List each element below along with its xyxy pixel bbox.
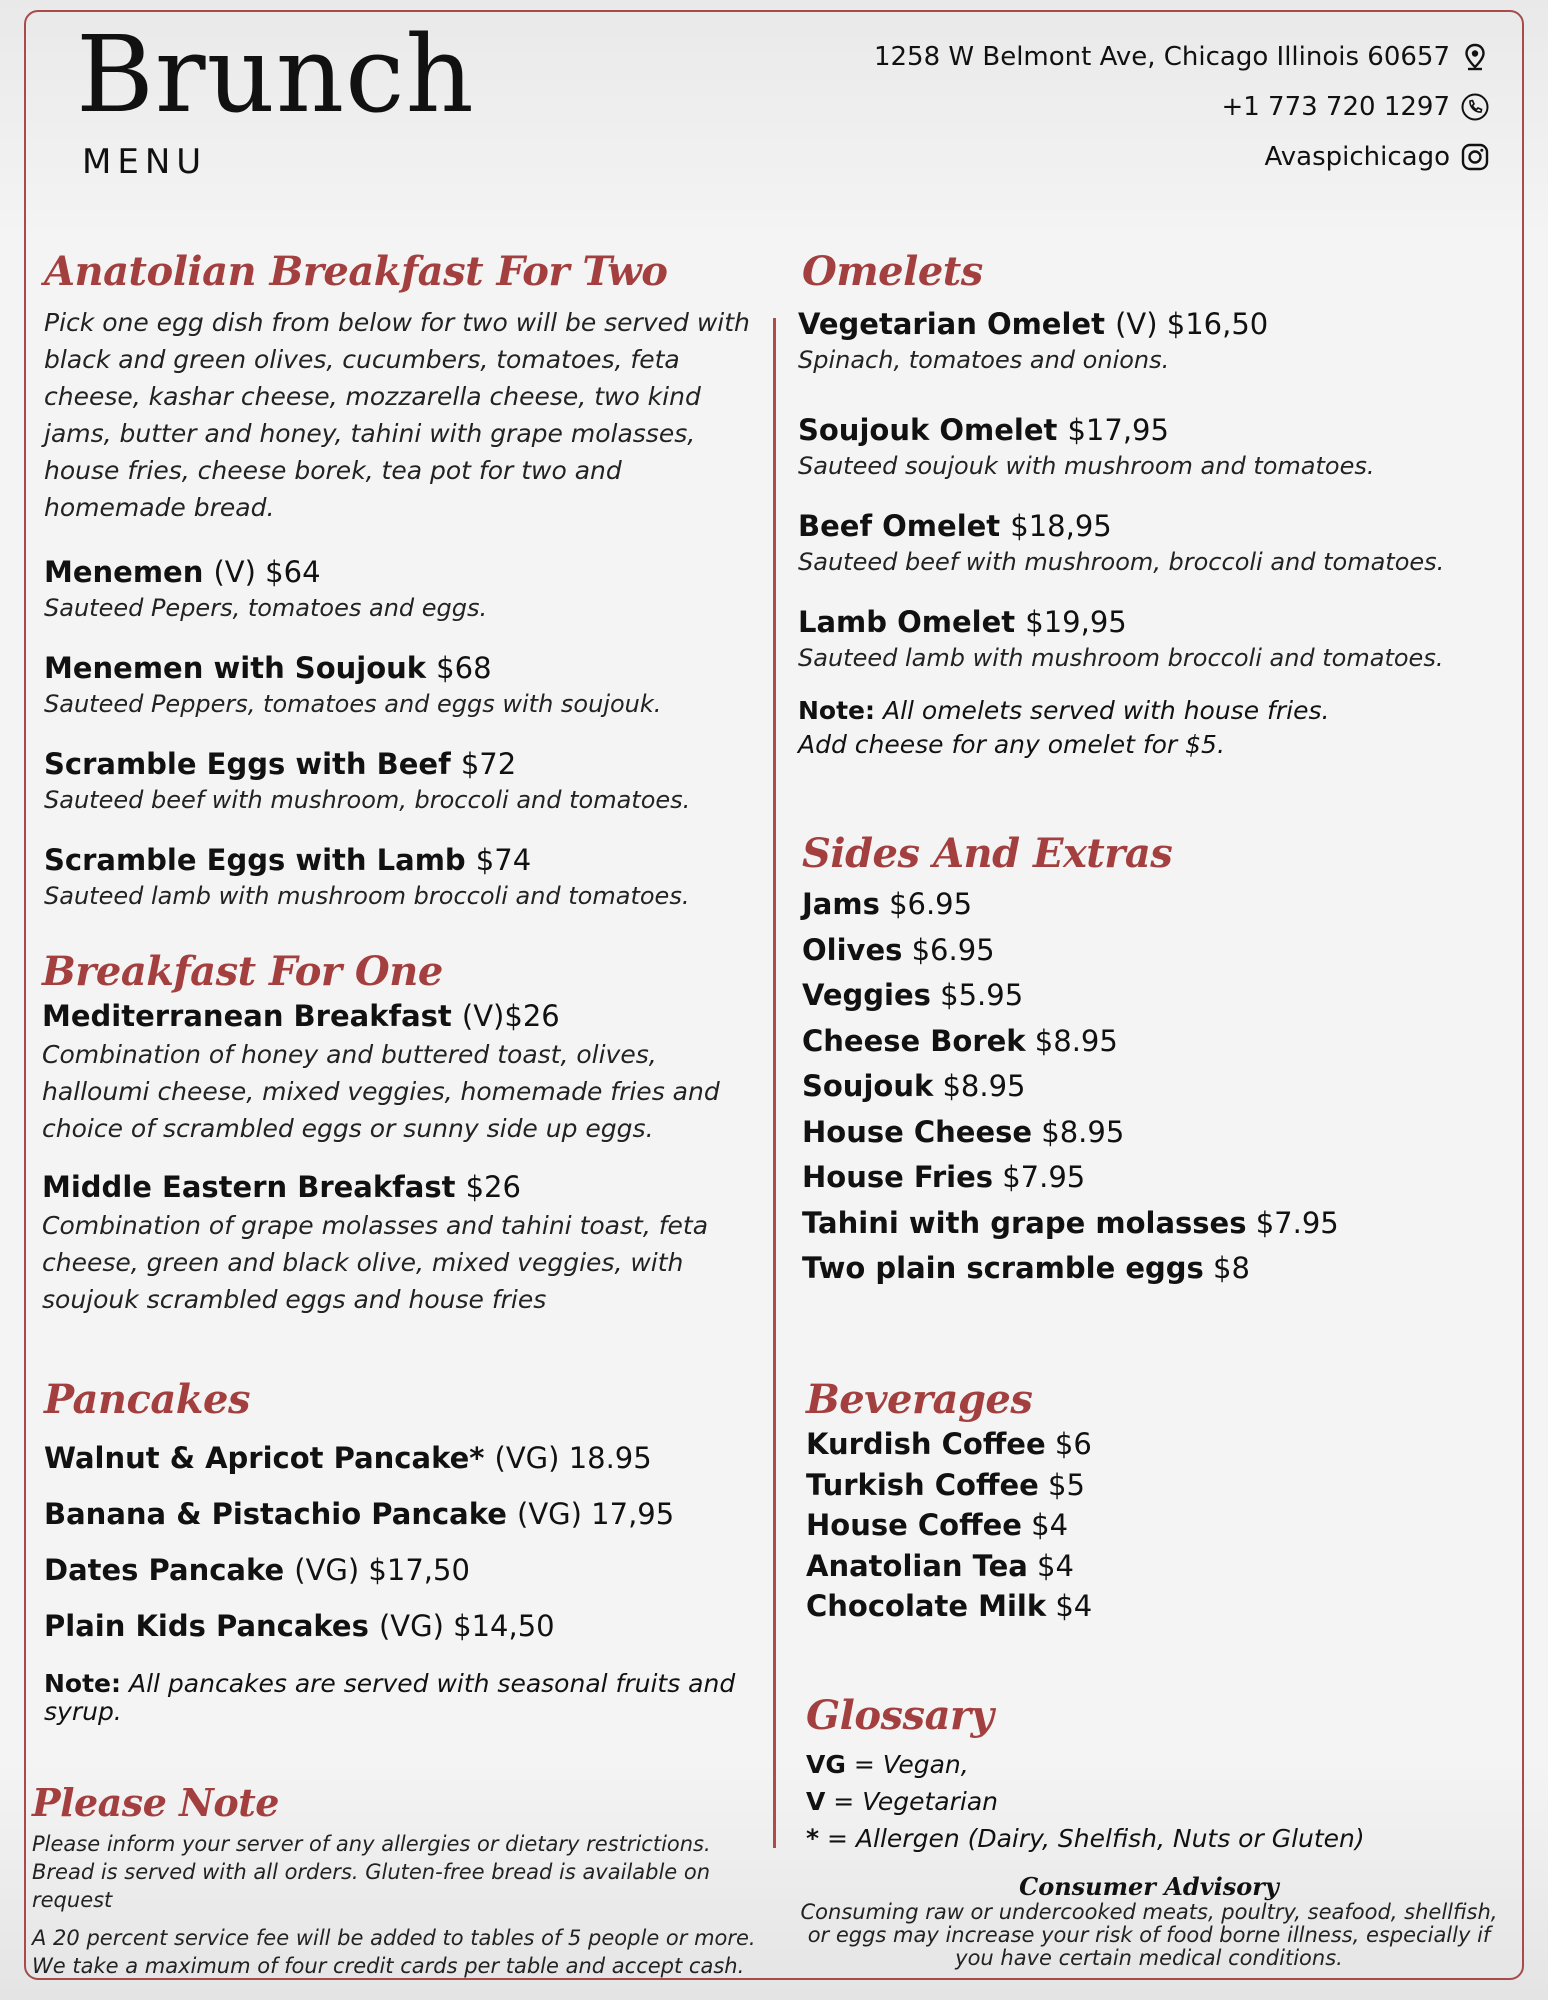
item-name: Soujouk [802, 1069, 934, 1103]
side-item [802, 1201, 1502, 1247]
phone-icon [1460, 92, 1490, 122]
omelets-section [798, 250, 1498, 762]
item-price: (VG) $14,50 [378, 1609, 555, 1643]
item-description: Sauteed beef with mushroom, broccoli and tomatoes. [44, 786, 691, 814]
location-pin-icon [1460, 42, 1490, 72]
item-price: $4 [1031, 1508, 1069, 1542]
menu-item [44, 648, 764, 720]
logo-title: Brunch [76, 13, 475, 136]
item-price: (V) $16,50 [1115, 307, 1269, 341]
beverage-item [806, 1465, 1506, 1506]
item-description: Combination of grape molasses and tahini toast, feta cheese, green and black olive, mixed veggies, with soujouk scrambled eggs and house fries [42, 1211, 709, 1314]
section-title: Omelets [802, 248, 983, 295]
item-name: Menemen with Soujouk [44, 651, 427, 685]
item-name: Cheese Borek [802, 1023, 1026, 1058]
item-name: Jams [802, 887, 880, 921]
item-description: Sauteed Pepers, tomatoes and eggs. [44, 594, 488, 622]
note-label: Note: [44, 1669, 122, 1698]
item-price: $6 [1054, 1427, 1092, 1461]
item-description: Combination of honey and buttered toast, olives, halloumi cheese, mixed veggies, homemade fries and choice of scrambled eggs or sunny side up eggs. [42, 1040, 720, 1143]
side-item [802, 1064, 1502, 1110]
item-description: Sauteed lamb with mushroom broccoli and tomatoes. [44, 882, 690, 910]
section-description: Pick one egg dish from below for two will be served with black and green olives, cucumbers, tomatoes, feta cheese, kashar cheese, mozzarella cheese, two kind jams, butter and honey, tahini with grape molasses, house fries, cheese borek, tea pot for two and homemade bread. [44, 308, 750, 522]
beverage-item [806, 1546, 1506, 1587]
item-name: Walnut & Apricot Pancake* [44, 1441, 485, 1475]
item-price: $17,95 [1067, 413, 1169, 447]
item-price: (V) $64 [213, 555, 321, 589]
item-name: Chocolate Milk [806, 1589, 1047, 1623]
menu-item [42, 996, 764, 1147]
logo-subtitle: MENU [82, 142, 208, 182]
section-title: Sides And Extras [802, 830, 1173, 877]
note-text: All omelets served with house fries. [882, 696, 1330, 725]
section-title: Anatolian Breakfast For Two [44, 248, 668, 295]
contact-block [874, 32, 1490, 182]
item-name: Plain Kids Pancakes [44, 1609, 369, 1643]
section-title: Please Note [32, 1780, 279, 1825]
consumer-advisory [796, 1872, 1502, 1970]
item-price: $26 [465, 1170, 521, 1204]
side-item [802, 1155, 1502, 1201]
item-name: Lamb Omelet [798, 605, 1016, 639]
note-line: A 20 percent service fee will be added to tables of 5 people or more. [32, 1925, 756, 1950]
item-price: $8.95 [1034, 1023, 1118, 1058]
note-label: Note: [798, 696, 876, 725]
menu-item [42, 1167, 764, 1318]
omelet-note [798, 694, 1498, 762]
item-price: $4 [1037, 1548, 1074, 1583]
item-price: $18,95 [1010, 509, 1112, 543]
item-description: Sauteed soujouk with mushroom and tomatoes. [798, 452, 1375, 480]
item-price: $8.95 [942, 1069, 1026, 1103]
glossary-section [806, 1694, 1506, 1857]
menu-item [44, 552, 764, 624]
instagram-line [874, 132, 1490, 182]
beverage-item [806, 1505, 1506, 1546]
note-text: Add cheese for any omelet for $5. [798, 730, 1225, 759]
sides-section [802, 832, 1502, 1292]
section-title: Breakfast For One [42, 948, 443, 995]
advisory-text: Consuming raw or undercooked meats, poultry, seafood, shellfish, or eggs may increase your risk of food borne illness, especially if you have certain medical conditions. [800, 1900, 1498, 1970]
item-price: $7.95 [1002, 1160, 1086, 1194]
item-price: $6.95 [889, 887, 973, 921]
pancake-note [44, 1670, 744, 1726]
side-item [802, 882, 1502, 928]
item-price: (VG) 17,95 [517, 1497, 675, 1531]
item-name: Kurdish Coffee [806, 1427, 1046, 1461]
phone-text: +1 773 720 1297 [1221, 92, 1450, 122]
instagram-icon [1460, 142, 1490, 172]
side-item [802, 973, 1502, 1019]
side-item [802, 1019, 1502, 1065]
note-line: Bread is served with all orders. Gluten-free bread is available on request [32, 1859, 711, 1912]
glossary-item [806, 1746, 1506, 1783]
breakfast-one-section [42, 950, 764, 1318]
anatolian-section [44, 250, 764, 912]
pancakes-section [44, 1378, 764, 1726]
item-description: Sauteed lamb with mushroom broccoli and tomatoes. [798, 644, 1444, 672]
menu-item [44, 1486, 764, 1542]
item-price: $8 [1213, 1251, 1250, 1285]
menu-item [798, 410, 1498, 482]
item-price: $4 [1055, 1589, 1093, 1623]
glossary-value: = Allergen (Dairy, Shelfish, Nuts or Gluten) [819, 1824, 1365, 1853]
column-divider [773, 318, 776, 1848]
glossary-item [806, 1820, 1506, 1857]
item-name: Tahini with grape molasses [802, 1205, 1247, 1240]
item-price: $6.95 [911, 932, 995, 967]
note-line: We take a maximum of four credit cards per table and accept cash. [32, 1953, 745, 1978]
side-item [802, 928, 1502, 974]
item-price: $19,95 [1025, 605, 1127, 639]
item-price: $7.95 [1255, 1205, 1339, 1240]
item-price: (VG) $17,50 [294, 1553, 470, 1587]
item-name: Two plain scramble eggs [802, 1251, 1204, 1285]
item-name: House Coffee [806, 1508, 1022, 1542]
section-title: Pancakes [44, 1376, 250, 1423]
section-title: Beverages [806, 1376, 1033, 1423]
item-name: Veggies [802, 978, 931, 1012]
glossary-key: * [806, 1824, 820, 1853]
address-text: 1258 W Belmont Ave, Chicago Illinois 60657 [873, 42, 1450, 72]
menu-item [44, 1430, 764, 1486]
advisory-title: Consumer Advisory [1019, 1872, 1279, 1901]
item-name: House Cheese [802, 1114, 1033, 1149]
note-text: All pancakes are served with seasonal fruits and syrup. [44, 1669, 736, 1726]
item-name: Menemen [44, 555, 204, 589]
beverages-section [806, 1378, 1506, 1627]
item-name: Turkish Coffee [806, 1467, 1039, 1502]
glossary-item [806, 1783, 1506, 1820]
note-line: Please inform your server of any allergies or dietary restrictions. [32, 1831, 711, 1856]
item-price: $74 [475, 843, 532, 877]
glossary-value: = Vegetarian [825, 1787, 998, 1816]
menu-item [798, 304, 1498, 376]
item-name: Mediterranean Breakfast [42, 999, 452, 1033]
section-title: Glossary [806, 1692, 994, 1739]
menu-item [44, 840, 764, 912]
menu-item [798, 506, 1498, 578]
menu-item [44, 1542, 764, 1598]
beverage-item [806, 1424, 1506, 1465]
item-description: Spinach, tomatoes and onions. [798, 346, 1170, 374]
side-item [802, 1246, 1502, 1292]
beverage-item [806, 1586, 1506, 1627]
item-price: $72 [460, 747, 517, 781]
item-name: Vegetarian Omelet [798, 307, 1105, 341]
item-price: $5.95 [940, 978, 1024, 1012]
item-name: Anatolian Tea [806, 1548, 1028, 1583]
item-price: (V)$26 [461, 999, 560, 1033]
glossary-key: VG [806, 1750, 846, 1779]
item-name: Olives [802, 932, 903, 967]
menu-item [44, 744, 764, 816]
item-name: Scramble Eggs with Lamb [44, 843, 466, 877]
phone-line [874, 82, 1490, 132]
menu-item [798, 602, 1498, 674]
item-name: Middle Eastern Breakfast [42, 1170, 456, 1204]
item-price: (VG) 18.95 [494, 1441, 652, 1475]
item-name: Scramble Eggs with Beef [44, 747, 451, 781]
item-name: Beef Omelet [798, 509, 1001, 543]
please-note-section [32, 1782, 772, 1980]
item-price: $8.95 [1041, 1114, 1125, 1149]
item-price: $68 [436, 651, 492, 685]
item-name: House Fries [802, 1160, 993, 1194]
item-description: Sauteed beef with mushroom, broccoli and tomatoes. [798, 548, 1445, 576]
glossary-value: = Vegan, [845, 1750, 969, 1779]
instagram-text: Avaspichicago [1264, 142, 1450, 172]
side-item [802, 1110, 1502, 1156]
item-name: Banana & Pistachio Pancake [44, 1497, 507, 1531]
glossary-key: V [806, 1787, 826, 1816]
menu-item [44, 1598, 764, 1654]
item-price: $5 [1048, 1467, 1085, 1502]
item-name: Dates Pancake [44, 1553, 285, 1587]
address-line [874, 32, 1490, 82]
item-name: Soujouk Omelet [798, 413, 1058, 447]
item-description: Sauteed Peppers, tomatoes and eggs with soujouk. [44, 690, 662, 718]
